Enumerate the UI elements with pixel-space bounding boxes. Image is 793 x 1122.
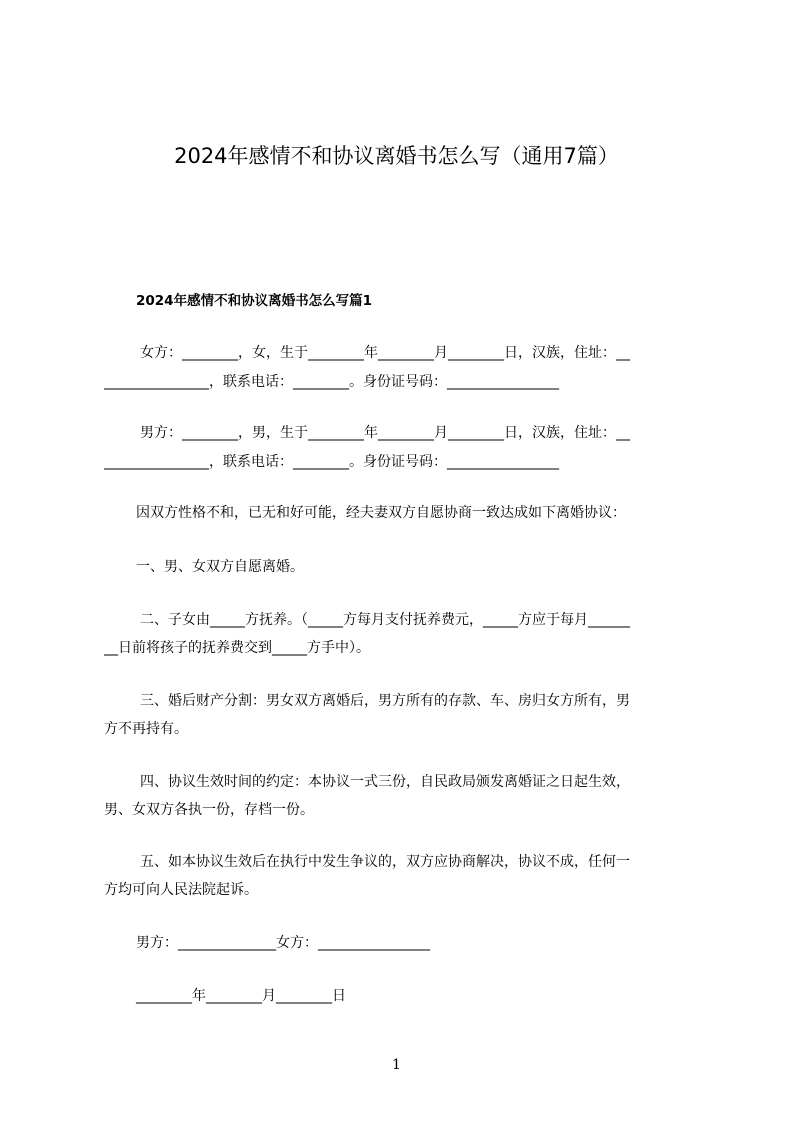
clause-5-line-1: 五、如本协议生效后在执行中发生争议的，双方应协商解决，协议不成，任何一	[140, 854, 630, 870]
husband-info-line-2: _______________，联系电话：________。身份证号码：________________	[104, 454, 559, 470]
clause-3-line-1: 三、婚后财产分割：男女双方离婚后，男方所有的存款、车、房归女方所有，男	[140, 693, 630, 709]
signature-line: 男方：______________女方：________________	[136, 935, 430, 951]
section-heading: 2024年感情不和协议离婚书怎么写篇1	[136, 293, 372, 309]
clause-5-line-2: 方均可向人民法院起诉。	[104, 882, 258, 898]
clause-3-line-2: 方不再持有。	[104, 721, 188, 737]
wife-info-line-1: 女方：________，女，生于________年________月________日，汉族，住址：__	[140, 345, 630, 361]
husband-info-line-1: 男方：________，男，生于________年________月________日，汉族，住址：__	[140, 425, 630, 441]
clause-1-line: 一、男、女双方自愿离婚。	[136, 559, 304, 575]
document-title: 2024年感情不和协议离婚书怎么写（通用7篇）	[174, 144, 619, 168]
clause-2-line-2: __日前将孩子的抚养费交到_____方手中）。	[104, 640, 370, 656]
clause-4-line-1: 四、协议生效时间的约定：本协议一式三份，自民政局颁发离婚证之日起生效，	[140, 774, 630, 790]
wife-info-line-2: _______________，联系电话：________。身份证号码：________________	[104, 374, 559, 390]
clause-2-line-1: 二、子女由_____方抚养。（_____方每月支付抚养费元，_____方应于每月______	[140, 612, 630, 628]
clause-4-line-2: 男、女双方各执一份，存档一份。	[104, 802, 314, 818]
preamble-line: 因双方性格不和，已无和好可能，经夫妻双方自愿协商一致达成如下离婚协议：	[136, 505, 626, 521]
date-line: ________年________月________日	[136, 988, 346, 1004]
page-number: 1	[392, 1057, 401, 1073]
